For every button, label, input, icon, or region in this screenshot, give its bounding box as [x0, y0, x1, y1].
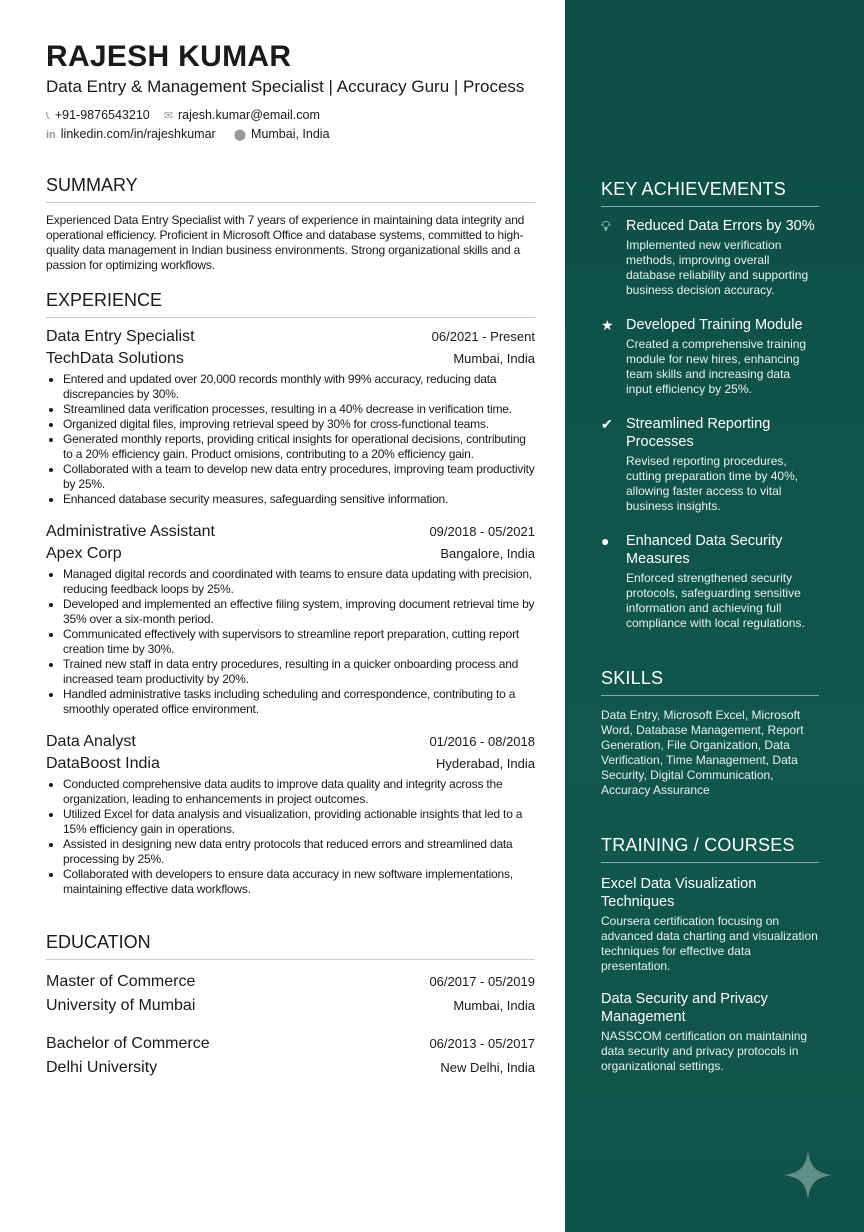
achievement-desc: Enforced strengthened security protocols, safeguarding sensitive information and achieving full compliance with local regulations. [626, 571, 805, 630]
achievement-title: Reduced Data Errors by 30% [626, 218, 815, 234]
bullet-item: • Entered and updated over 20,000 records monthly with 99% accuracy, reducing data discrepancies by 30%. [63, 372, 535, 402]
edu-location: Mumbai, India [453, 998, 535, 1013]
location: Mumbai, India [251, 127, 330, 141]
achievements-heading: KEY ACHIEVEMENTS [601, 178, 819, 207]
bullet-item: • Communicated effectively with supervisors to streamline report preparation, cutting report creation time by 30%. [63, 627, 535, 657]
linkedin[interactable]: linkedin.com/in/rajeshkumar [60, 127, 216, 141]
achievement-body [626, 316, 819, 397]
achievement-title: Enhanced Data Security Measures [626, 533, 783, 567]
summary-heading: SUMMARY [46, 174, 535, 203]
experience-heading: EXPERIENCE [46, 289, 535, 318]
edu-subheader [46, 994, 535, 1018]
achievement-desc: Revised reporting procedures, cutting preparation time by 40%, allowing faster access to vital business insights. [626, 454, 799, 513]
job-title: Administrative Assistant [46, 523, 215, 540]
job-company: TechData Solutions [46, 350, 184, 367]
job-bullets [46, 567, 535, 717]
achievement-body [626, 532, 819, 631]
achievement-item [601, 415, 819, 514]
sparkle-icon [783, 1150, 833, 1200]
skills-text: Data Entry, Microsoft Excel, Microsoft Word, Database Management, Report Generation, File Organization, Data Verification, Time Management, Data Security, Digital Communication, Accuracy Assurance [601, 708, 804, 797]
job-title: Data Entry Specialist [46, 328, 195, 345]
course-desc: Coursera certification focusing on advanced data charting and visualization techniques for effective data presentation. [601, 914, 818, 973]
candidate-name: RAJESH KUMAR [46, 40, 292, 73]
bullet-item: • Enhanced database security measures, safeguarding sensitive information. [63, 492, 535, 507]
job-header [46, 326, 535, 348]
contact-info [46, 106, 535, 144]
job-subheader [46, 348, 535, 370]
achievement-desc: Implemented new verification methods, improving overall database reliability and supporting business decision accuracy. [626, 238, 809, 297]
email-icon: ✉ [163, 110, 173, 122]
bullet-item: • Assisted in designing new data entry protocols that reduced errors and streamlined data processing by 25%. [63, 837, 535, 867]
job-bullets [46, 777, 535, 897]
bullet-item: • Generated monthly reports, providing critical insights for operational decisions, contributing to a 20% efficiency gain. Product omisions, contributing to a 20% efficiency gain. [63, 432, 535, 462]
experience-list [46, 326, 535, 897]
job-dates: 06/2021 - Present [431, 329, 535, 344]
achievement-body [626, 415, 819, 514]
job-location: Mumbai, India [453, 351, 535, 366]
edu-header [46, 1032, 535, 1056]
job-bullets [46, 372, 535, 507]
edu-subheader [46, 1056, 535, 1080]
education-heading: EDUCATION [46, 931, 535, 960]
job-header [46, 731, 535, 753]
phone: +91-9876543210 [54, 108, 150, 122]
bullet-item: • Streamlined data verification processes, resulting in a 40% decrease in verification time. [63, 402, 535, 417]
job-header [46, 521, 535, 543]
job-subheader [46, 753, 535, 775]
check-icon: ✔ [601, 416, 613, 432]
main-column [46, 40, 535, 1080]
degree: Master of Commerce [46, 973, 196, 990]
education-list [46, 970, 535, 1080]
education-entry [46, 1032, 535, 1080]
summary-text: Experienced Data Entry Specialist with 7 years of experience in maintaining data integrity and operational efficiency. Proficient in Microsoft Office and database systems, committed to high-quality data management in Indian business environments. Strong organizational skills and a passion for optimizing workflows. [46, 213, 525, 272]
training-list [601, 875, 819, 1074]
brain-icon: ● [601, 533, 610, 549]
bullet-item: • Conducted comprehensive data audits to improve data quality and integrity across the organization, leading to enhancements in project outcomes. [63, 777, 535, 807]
course-desc: NASSCOM certification on maintaining data security and privacy protocols in organizational settings. [601, 1029, 808, 1073]
course-title: Excel Data Visualization Techniques [601, 876, 757, 910]
job-dates: 09/2018 - 05/2021 [429, 524, 535, 539]
edu-dates: 06/2017 - 05/2019 [429, 974, 535, 989]
phone-icon: 📞︎ [46, 110, 50, 122]
bullet-item: • Developed and implemented an effective filing system, improving document retrieval time by 35% over a six-month period. [63, 597, 535, 627]
edu-dates: 06/2013 - 05/2017 [429, 1036, 535, 1051]
bullet-item: • Collaborated with developers to ensure data accuracy in new software implementations, maintaining effective data workflows. [63, 867, 535, 897]
job-company: Apex Corp [46, 545, 122, 562]
bullet-item: • Trained new staff in data entry procedures, resulting in a quicker onboarding process and increased team productivity by 20%. [63, 657, 535, 687]
job-entry [46, 521, 535, 717]
bullet-item: • Handled administrative tasks including scheduling and correspondence, contributing to a smoothly operated office environment. [63, 687, 535, 717]
skills-heading: SKILLS [601, 667, 819, 696]
job-location: Hyderabad, India [435, 756, 535, 771]
achievement-item [601, 532, 819, 631]
course-title: Data Security and Privacy Management [601, 991, 768, 1025]
bullet-item: • Organized digital files, improving retrieval speed by 30% for cross-functional teams. [63, 417, 535, 432]
training-heading: TRAINING / COURSES [601, 834, 819, 863]
job-company: DataBoost India [46, 755, 160, 772]
achievement-body [626, 217, 819, 298]
bullet-item: • Utilized Excel for data analysis and visualization, providing actionable insights that led to a 15% efficiency gain in operations. [63, 807, 535, 837]
edu-header [46, 970, 535, 994]
course-item [601, 875, 819, 974]
achievement-title: Streamlined Reporting Processes [626, 416, 771, 450]
job-entry [46, 731, 535, 897]
location-icon: ⬤ [233, 129, 247, 141]
education-entry [46, 970, 535, 1018]
achievement-title: Developed Training Module [626, 317, 803, 333]
job-location: Bangalore, India [440, 546, 535, 561]
degree: Bachelor of Commerce [46, 1035, 210, 1052]
achievements-list [601, 217, 819, 631]
linkedin-icon: in [46, 129, 56, 141]
bullet-item: • Managed digital records and coordinated with teams to ensure data updating with precision, reducing feedback loops by 25%. [63, 567, 535, 597]
lightbulb-icon: 💡︎ [601, 218, 611, 234]
job-title: Data Analyst [46, 733, 136, 750]
school: University of Mumbai [46, 997, 196, 1014]
job-entry [46, 326, 535, 507]
course-item [601, 990, 819, 1074]
email[interactable]: rajesh.kumar@email.com [177, 108, 320, 122]
achievement-item [601, 316, 819, 397]
bullet-item: • Collaborated with a team to develop new data entry procedures, improving team productivity by 25%. [63, 462, 535, 492]
achievement-desc: Created a comprehensive training module for new hires, enhancing team skills and increasing data input efficiency by 25%. [626, 337, 807, 396]
school: Delhi University [46, 1059, 158, 1076]
star-icon: ★ [601, 317, 614, 333]
edu-location: New Delhi, India [440, 1060, 535, 1075]
job-subheader [46, 543, 535, 565]
candidate-title: Data Entry & Management Specialist | Accuracy Guru | Process [46, 77, 525, 96]
job-dates: 01/2016 - 08/2018 [429, 734, 535, 749]
sidebar [565, 0, 864, 1232]
achievement-item [601, 217, 819, 298]
